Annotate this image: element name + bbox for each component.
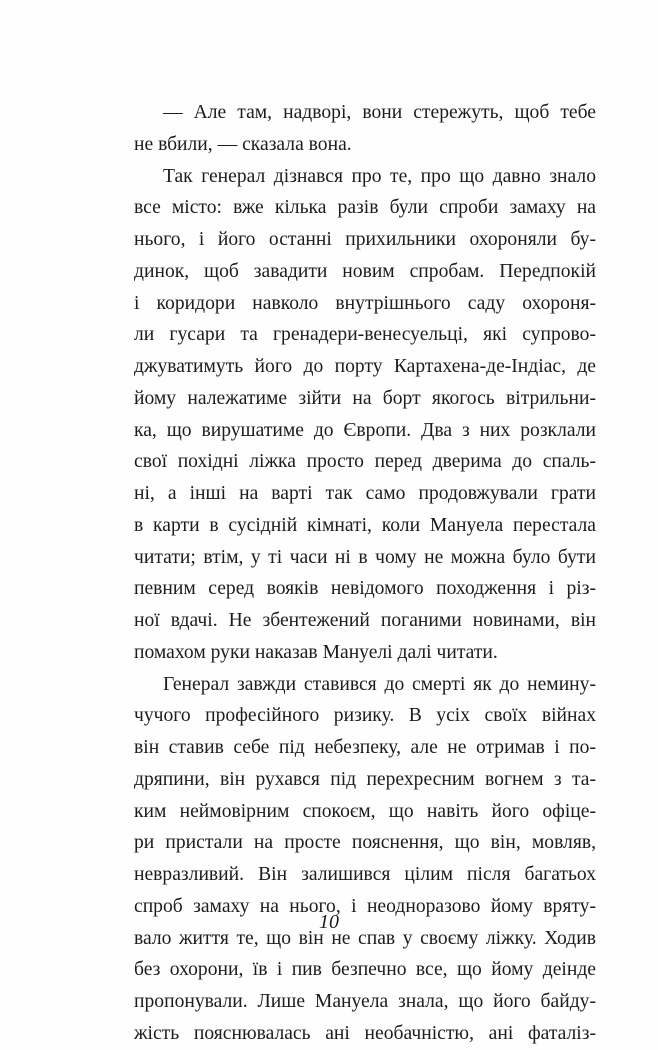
text-line: ні, а інші на варті так само продовжували грати bbox=[134, 483, 596, 504]
page-number: 10 bbox=[319, 911, 339, 933]
text-line: ли гусари та гренадери-венесуельці, які супрово- bbox=[134, 324, 596, 346]
text-line: без охорони, їв і пив безпечно все, що йому деінде bbox=[134, 959, 596, 981]
text-line: дряпини, він рухався під перехресним вогнем з та- bbox=[134, 768, 596, 790]
text-line: ної вдачі. Не збентежений поганими новинами, він bbox=[134, 610, 596, 631]
text-line: Генерал завжди ставився до смерті як до немину- bbox=[163, 673, 596, 695]
text-line: не вбили, — сказала вона. bbox=[134, 133, 352, 155]
text-line: ким неймовірним спокоєм, що навіть його офіце- bbox=[134, 800, 596, 822]
text-line: все місто: вже кілька разів були спроби замаху на bbox=[134, 197, 596, 219]
text-line: в карти в сусідній кімнаті, коли Мануела перестала bbox=[134, 514, 596, 536]
text-line: жість пояснювалась ані необачністю, ані фаталіз- bbox=[134, 1022, 596, 1044]
text-line: пропонували. Лише Мануела знала, що його байду- bbox=[134, 991, 596, 1012]
body-text bbox=[134, 97, 596, 1050]
paragraph-3 bbox=[134, 669, 596, 1050]
text-line: — Але там, надворі, вони стережуть, щоб тебе bbox=[163, 102, 596, 123]
text-line: і коридори навколо внутрішнього саду охороня- bbox=[134, 292, 596, 314]
text-line: нього, і його останні прихильники охороняли бу- bbox=[134, 229, 596, 250]
text-line: динок, щоб завадити новим спробам. Передпокій bbox=[134, 260, 596, 282]
text-line: чучого професійного ризику. В усіх своїх війнах bbox=[134, 705, 596, 727]
text-line: йому належатиме зійти на борт якогось вітрильни- bbox=[134, 387, 596, 409]
text-line: помахом руки наказав Мануелі далі читати. bbox=[134, 641, 498, 663]
text-line: Так генерал дізнався про те, про що давно знало bbox=[163, 165, 596, 187]
text-line: свої похідні ліжка просто перед дверима до спаль- bbox=[134, 451, 596, 473]
text-line: він ставив себе під небезпеку, але не отримав і по- bbox=[134, 737, 596, 758]
paragraph-1 bbox=[134, 97, 596, 161]
text-line: вало життя те, що він не спав у своєму ліжку. Ходив bbox=[134, 927, 596, 949]
text-line: читати; втім, у ті часи ні в чому не можна було бути bbox=[134, 546, 596, 568]
text-line: ка, що вирушатиме до Європи. Два з них розклали bbox=[134, 419, 596, 441]
paragraph-2 bbox=[134, 161, 596, 669]
text-line: спроб замаху на нього, і неодноразово йому вряту- bbox=[134, 895, 596, 917]
text-line: джуватимуть його до порту Картахена-де-Індіас, де bbox=[134, 356, 596, 377]
text-line: певним серед вояків невідомого походження і різ- bbox=[134, 578, 596, 600]
text-line: ри пристали на просте пояснення, що він, мовляв, bbox=[134, 832, 596, 854]
text-line: невразливий. Він залишився цілим після багатьох bbox=[134, 864, 596, 885]
